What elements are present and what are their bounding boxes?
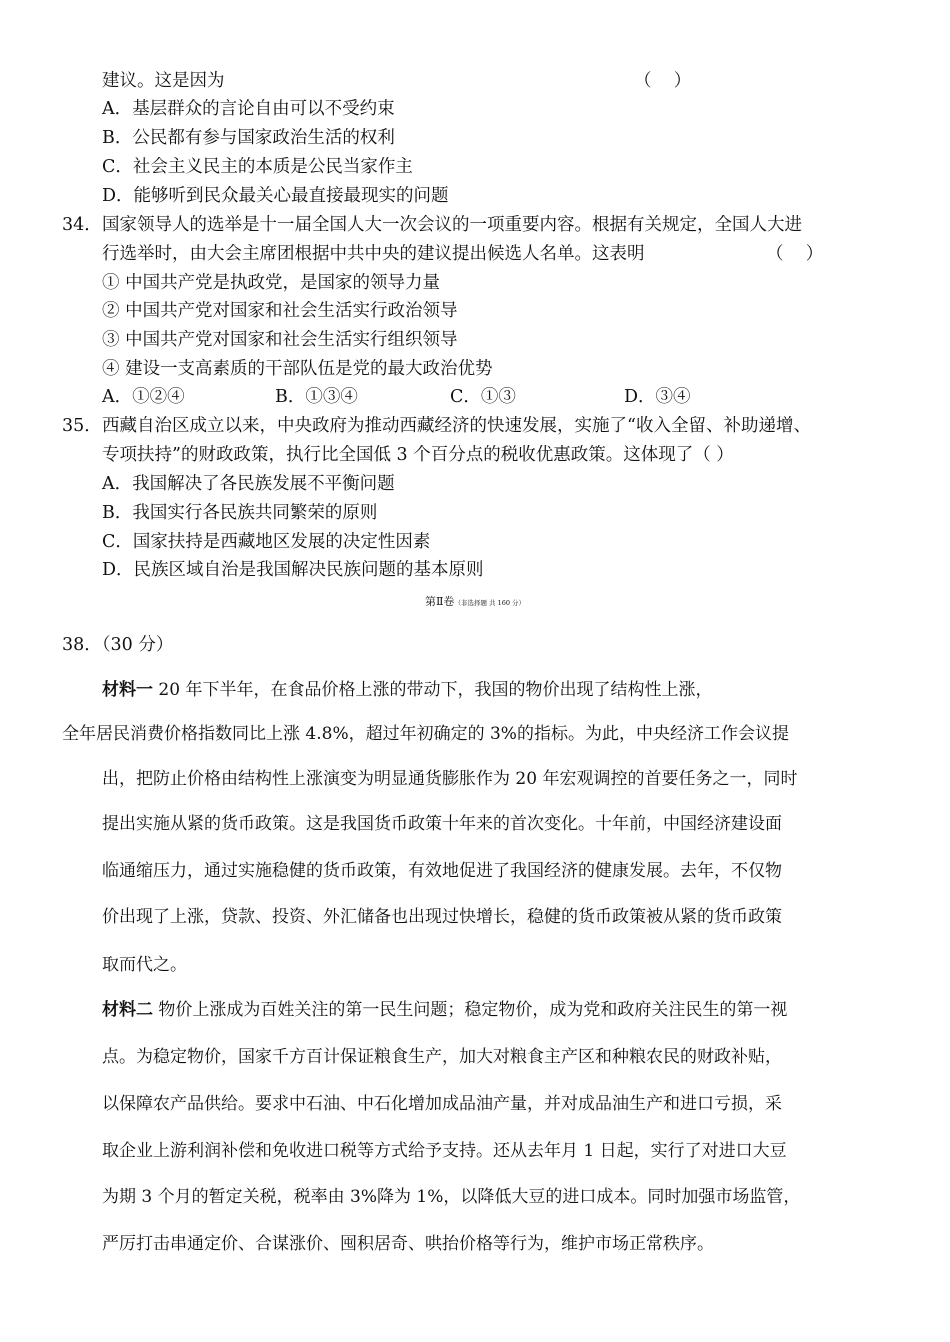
part-two-heading [0,589,950,617]
q34-answer-paren: （ ） [766,244,824,264]
q35-option-a: A．我国解决了各民族发展不平衡问题 [102,474,395,494]
q35-stem-line-2: 专项扶持”的财政政策，执行比全国低 3 个百分点的税收优惠政策。这体现了（ ） [102,445,734,465]
q35-stem-line-1: 西藏自治区成立以来，中央政府为推动西藏经济的快速发展，实施了“收入全留、补助递增、 [102,416,811,436]
material-two-line-2: 点。为稳定物价，国家千方百计保证粮食生产，加大对粮食主产区和种粮农民的财政补贴， [102,1047,782,1067]
material-one-line-3: 出，把防止价格由结构性上涨演变为明显通货膨胀作为 20 年宏观调控的首要任务之一，同时 [102,769,798,789]
q38-header: 38．（30 分） [62,635,174,655]
q35-option-d: D．民族区域自治是我国解决民族问题的基本原则 [102,560,484,580]
q35-option-c: C．国家扶持是西藏地区发展的决定性因素 [102,532,431,552]
q34-option-c: C．①③ [450,387,516,407]
material-two-line-4: 取企业上游利润补偿和免收进口税等方式给予支持。还从去年月 1 日起，实行了对进口大豆 [102,1141,787,1161]
q34-option-d: D．③④ [624,387,691,407]
q34-statement-1: ① 中国共产党是执政党，是国家的领导力量 [102,273,441,293]
q34-option-a: A．①②④ [102,387,185,407]
material-two-line-6: 严厉打击串通定价、合谋涨价、囤积居奇、哄抬价格等行为，维护市场正常秩序。 [102,1234,714,1254]
q34-statement-4: ④ 建设一支高素质的干部队伍是党的最大政治优势 [102,359,493,379]
q34-statement-2: ② 中国共产党对国家和社会生活实行政治领导 [102,301,458,321]
q33-option-b: B．公民都有参与国家政治生活的权利 [102,128,395,148]
q34-stem-line-2: 行选举时，由大会主席团根据中共中央的建议提出候选人名单。这表明 [102,244,645,264]
q33-answer-paren: （ ） [634,71,692,91]
material-two-line-1: 物价上涨成为百姓关注的第一民生问题；稳定物价，成为党和政府关注民生的第一视 [153,1000,788,1020]
material-two-line-3: 以保障农产品供给。要求中石油、中石化增加成品油产量，并对成品油生产和进口亏损，采 [102,1094,782,1114]
material-one-line-6: 价出现了上涨，贷款、投资、外汇储备也出现过快增长，稳健的货币政策被从紧的货币政策 [102,907,782,927]
q35-number: 35． [62,416,102,436]
q33-option-c: C．社会主义民主的本质是公民当家作主 [102,157,413,177]
material-one-line-7: 取而代之。 [102,955,187,975]
q34-number: 34． [62,215,102,235]
q35-option-b: B．我国实行各民族共同繁荣的原则 [102,503,378,523]
material-one-line-1: 20 年下半年，在食品价格上涨的带动下，我国的物价出现了结构性上涨， [153,680,713,700]
q33-stem-tail: 建议。这是因为 [102,71,225,91]
part-two-title: 第Ⅱ卷 [424,595,455,608]
material-two-label: 材料二 [102,1000,153,1020]
material-one-line-2: 全年居民消费价格指数同比上涨 4.8%，超过年初确定的 3%的指标。为此，中央经济工作会议提 [62,724,789,744]
q33-option-d: D．能够听到民众最关心最直接最现实的问题 [102,186,449,206]
q34-stem-line-1: 国家领导人的选举是十一届全国人大一次会议的一项重要内容。根据有关规定，全国人大进 [102,215,802,235]
material-one-label: 材料一 [102,680,153,700]
part-two-subtitle: （非选择题 共 160 分） [454,599,526,607]
material-two-first-line [102,999,787,1021]
material-two-line-5: 为期 3 个月的暂定关税，税率由 3%降为 1%，以降低大豆的进口成本。同时加强市场监管， [102,1187,801,1207]
material-one-line-5: 临通缩压力，通过实施稳健的货币政策，有效地促进了我国经济的健康发展。去年，不仅物 [102,861,782,881]
q34-option-b: B．①③④ [275,387,358,407]
q33-option-a: A．基层群众的言论自由可以不受约束 [102,99,395,119]
q34-statement-3: ③ 中国共产党对国家和社会生活实行组织领导 [102,330,458,350]
material-one-first-line [102,679,712,701]
material-one-line-4: 提出实施从紧的货币政策。这是我国货币政策十年来的首次变化。十年前，中国经济建设面 [102,814,782,834]
